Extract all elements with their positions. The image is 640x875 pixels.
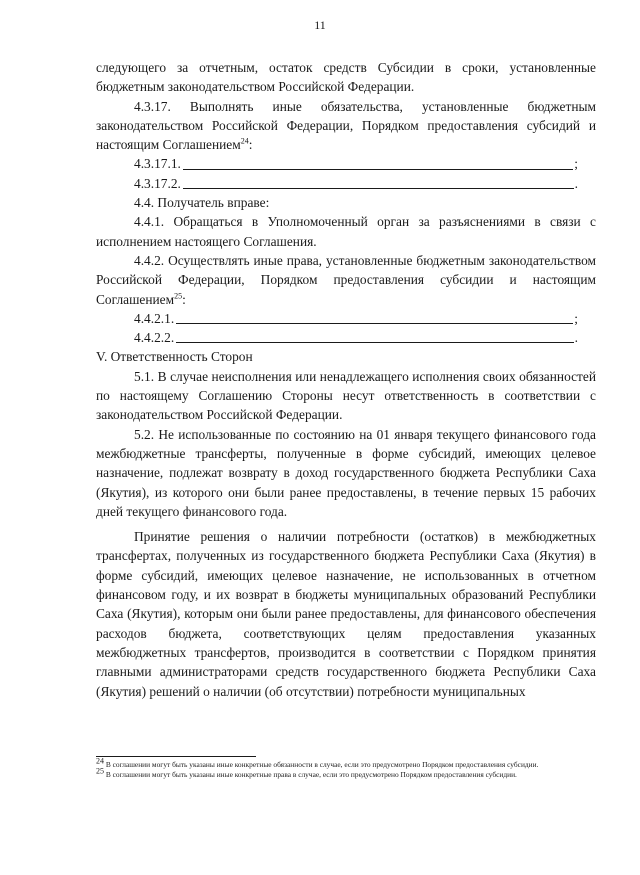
document-body xyxy=(96,58,596,701)
blank-label: 4.3.17.1. xyxy=(134,156,181,172)
paragraph-text: 4.4.2. Осуществлять иные права, установленные бюджетным законодательством Российской Федерации, Порядком предоставления субсидии и настоящим Соглашением xyxy=(96,252,596,307)
blank-end: . xyxy=(574,330,578,346)
footnote-separator xyxy=(96,756,256,757)
section-heading: V. Ответственность Сторон xyxy=(96,349,253,365)
blank-line-4-3-17-2 xyxy=(96,174,596,193)
paragraph-decision: Принятие решения о наличии потребности (остатков) в межбюджетных трансфертах, полученных из государственного бюджета Республики Саха (Якутия) в форме субсидий, имеющих целевое назначение, не использованных в отчетном финансовом году, и их возврат в бюджеты муниципальных образований Республики Саха (Якутия), которым они были ранее предоставлены, для финансового обеспечения расходов бюджета, соответствующих целям предоставления указанных межбюджетных трансфертов, производится в соответствии с Порядком принятия главными администраторами средств государственного бюджета Республики Саха (Якутия) решений о наличии (об отсутствии) потребности муниципальных xyxy=(96,529,596,699)
footnote-25 xyxy=(96,766,596,780)
blank-line-4-3-17-1 xyxy=(96,154,596,173)
blank-label: 4.4.2.2. xyxy=(134,330,175,346)
blank-end: ; xyxy=(574,310,578,326)
paragraph-colon: : xyxy=(248,137,253,153)
fill-in-line xyxy=(183,168,573,170)
fill-in-line xyxy=(176,341,573,343)
footnote-text: В соглашении могут быть указаны иные конкретные обязанности в случае, если это предусмотрено Порядком предоставления субсидии. xyxy=(105,760,539,769)
footnote-ref-24: 24 xyxy=(240,136,249,146)
blank-end: ; xyxy=(574,156,578,172)
paragraph-colon: : xyxy=(182,291,186,307)
paragraph-5-1: 5.1. В случае неисполнения или ненадлежащего исполнения своих обязанностей по настоящему Соглашению Стороны несут ответственность в соответствии с законодательством Российской Федерации. xyxy=(96,368,596,423)
page-number: 11 xyxy=(314,18,326,32)
fill-in-line xyxy=(176,322,573,324)
paragraph-4-4-2 xyxy=(96,251,596,309)
paragraph-4-4-1: 4.4.1. Обращаться в Уполномоченный орган за разъяснениями в связи с исполнением настоящего Соглашения. xyxy=(96,214,596,249)
blank-label: 4.4.2.1. xyxy=(134,310,175,326)
blank-label: 4.3.17.2. xyxy=(134,175,181,191)
blank-end: . xyxy=(574,175,578,191)
footnote-mark: 25 xyxy=(96,766,104,776)
paragraph-5-2: 5.2. Не использованные по состоянию на 01 января текущего финансового года межбюджетные трансферты, полученные в форме субсидий, имеющих целевое назначение, подлежат возврату в доход государственного бюджета Республики Саха (Якутия), из которого они были ранее предоставлены, в течение первых 15 рабочих дней текущего финансового года. xyxy=(96,426,596,519)
blank-line-4-4-2-2 xyxy=(96,328,596,347)
blank-line-4-4-2-1 xyxy=(96,309,596,328)
footnote-mark: 24 xyxy=(96,756,104,766)
fill-in-line xyxy=(183,187,574,189)
footnotes xyxy=(96,756,596,780)
footnote-ref-25: 25 xyxy=(174,291,183,301)
paragraph-continuation: следующего за отчетным, остаток средств Субсидии в сроки, установленные бюджетным законодательством Российской Федерации. xyxy=(96,60,596,95)
footnote-24 xyxy=(96,756,596,770)
footnote-text: В соглашении могут быть указаны иные конкретные права в случае, если это предусмотрено Порядком предоставления субсидии. xyxy=(105,770,517,779)
paragraph-text: 4.3.17. Выполнять иные обязательства, установленные бюджетным законодательством Российской Федерации, Порядком предоставления субсидий и настоящим Соглашением xyxy=(96,98,596,153)
paragraph-4-3-17 xyxy=(96,97,596,155)
paragraph-4-4: 4.4. Получатель вправе: xyxy=(134,195,270,211)
